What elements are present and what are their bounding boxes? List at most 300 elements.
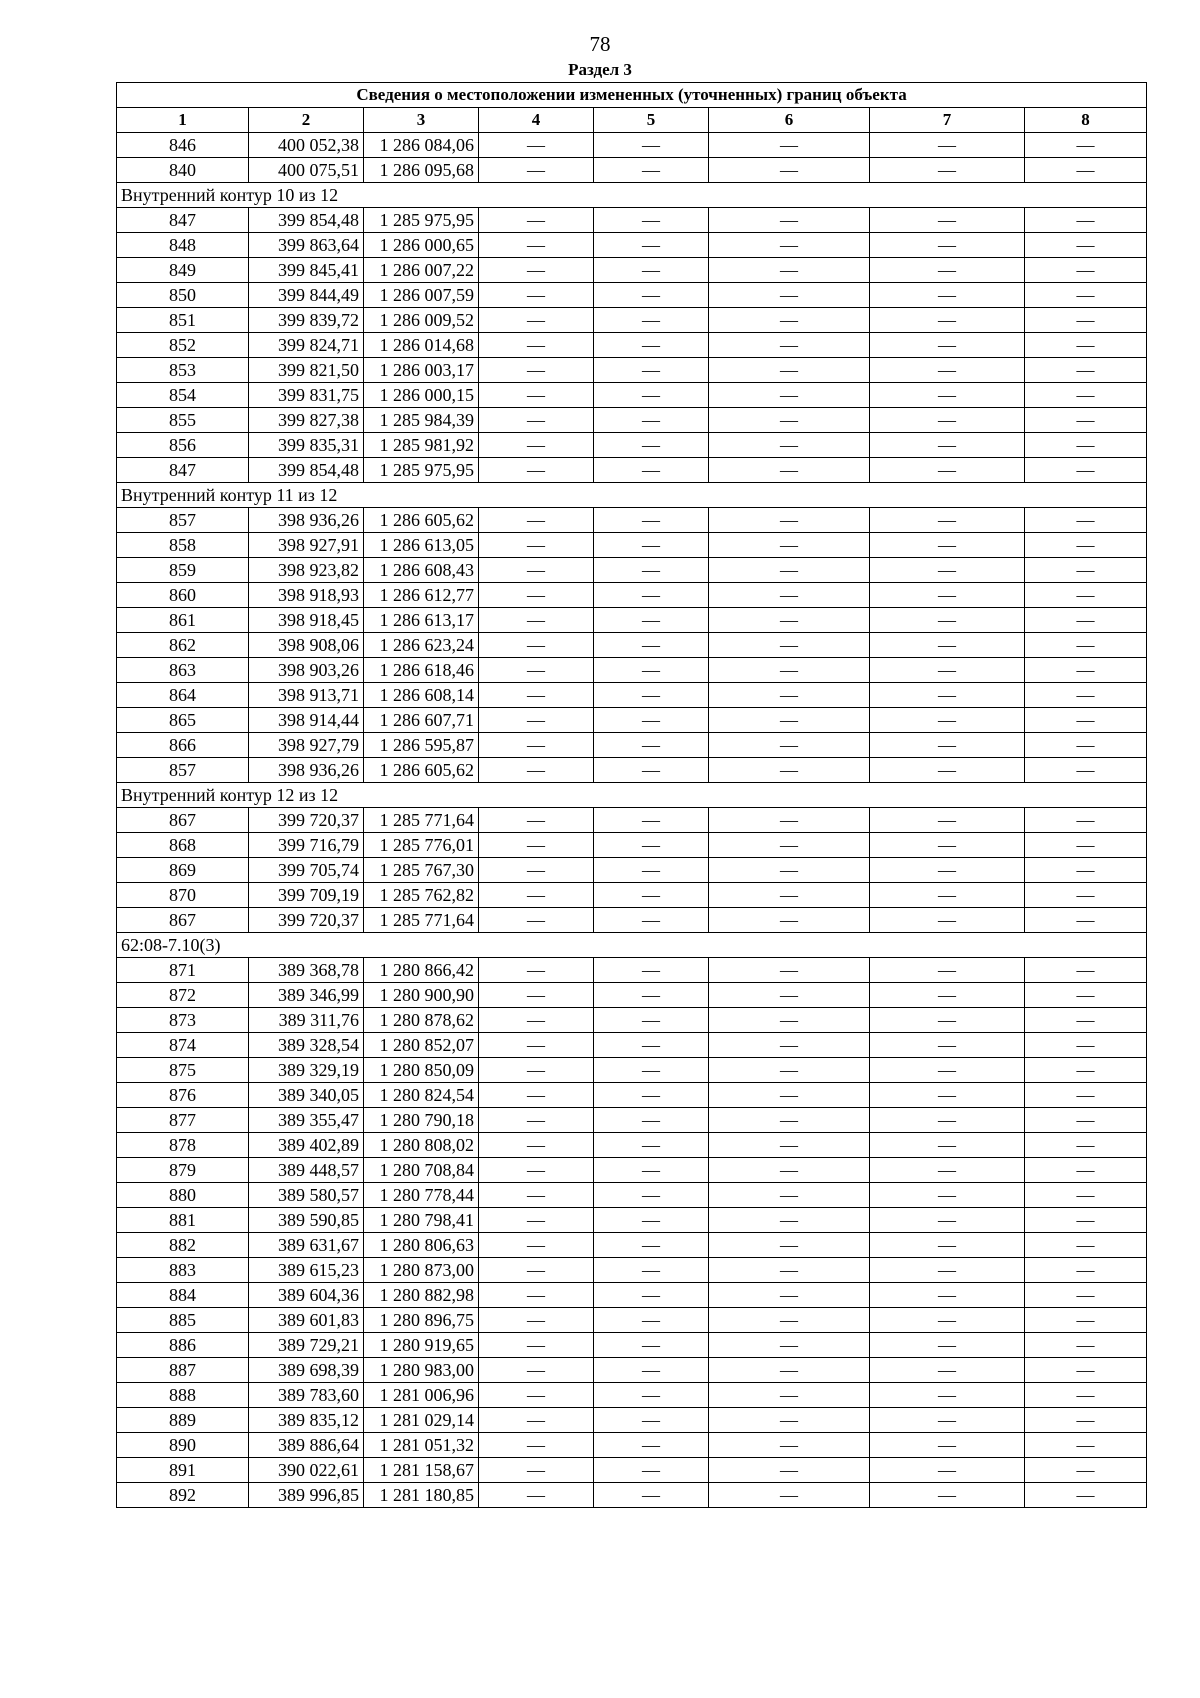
x-coordinate-cell: 399 835,31: [249, 433, 364, 458]
empty-value-cell-col-7: —: [870, 683, 1025, 708]
y-coordinate-cell: 1 280 919,65: [364, 1333, 479, 1358]
table-row: [117, 1258, 1147, 1283]
empty-value-cell-col-8: —: [1025, 658, 1147, 683]
table-row: [117, 633, 1147, 658]
table-row: [117, 758, 1147, 783]
x-coordinate-cell: 389 601,83: [249, 1308, 364, 1333]
empty-value-cell-col-7: —: [870, 333, 1025, 358]
table-row: [117, 283, 1147, 308]
empty-value-cell-col-5: —: [594, 958, 709, 983]
empty-value-cell-col-6: —: [709, 658, 870, 683]
empty-value-cell-col-4: —: [479, 1208, 594, 1233]
table-caption: Сведения о местоположении измененных (уточненных) границ объекта: [117, 83, 1147, 108]
x-coordinate-cell: 389 631,67: [249, 1233, 364, 1258]
empty-value-cell-col-7: —: [870, 1433, 1025, 1458]
column-header-1: 1: [117, 108, 249, 133]
empty-value-cell-col-7: —: [870, 958, 1025, 983]
contour-group-row: [117, 183, 1147, 208]
point-number-cell: 854: [117, 383, 249, 408]
y-coordinate-cell: 1 286 084,06: [364, 133, 479, 158]
x-coordinate-cell: 389 329,19: [249, 1058, 364, 1083]
y-coordinate-cell: 1 286 000,15: [364, 383, 479, 408]
empty-value-cell-col-6: —: [709, 683, 870, 708]
y-coordinate-cell: 1 280 850,09: [364, 1058, 479, 1083]
point-number-cell: 892: [117, 1483, 249, 1508]
empty-value-cell-col-5: —: [594, 1133, 709, 1158]
empty-value-cell-col-8: —: [1025, 333, 1147, 358]
empty-value-cell-col-6: —: [709, 333, 870, 358]
empty-value-cell-col-5: —: [594, 833, 709, 858]
empty-value-cell-col-5: —: [594, 433, 709, 458]
table-row: [117, 858, 1147, 883]
table-row: [117, 1383, 1147, 1408]
table-row: [117, 1083, 1147, 1108]
point-number-cell: 860: [117, 583, 249, 608]
empty-value-cell-col-5: —: [594, 408, 709, 433]
table-row: [117, 958, 1147, 983]
x-coordinate-cell: 389 886,64: [249, 1433, 364, 1458]
table-row: [117, 583, 1147, 608]
empty-value-cell-col-7: —: [870, 833, 1025, 858]
empty-value-cell-col-6: —: [709, 408, 870, 433]
empty-value-cell-col-7: —: [870, 308, 1025, 333]
empty-value-cell-col-7: —: [870, 983, 1025, 1008]
empty-value-cell-col-7: —: [870, 208, 1025, 233]
table-row: [117, 458, 1147, 483]
empty-value-cell-col-7: —: [870, 1258, 1025, 1283]
empty-value-cell-col-5: —: [594, 633, 709, 658]
empty-value-cell-col-6: —: [709, 233, 870, 258]
empty-value-cell-col-8: —: [1025, 633, 1147, 658]
point-number-cell: 863: [117, 658, 249, 683]
empty-value-cell-col-8: —: [1025, 1483, 1147, 1508]
y-coordinate-cell: 1 280 866,42: [364, 958, 479, 983]
x-coordinate-cell: 399 720,37: [249, 808, 364, 833]
empty-value-cell-col-4: —: [479, 533, 594, 558]
empty-value-cell-col-7: —: [870, 708, 1025, 733]
x-coordinate-cell: 389 698,39: [249, 1358, 364, 1383]
empty-value-cell-col-4: —: [479, 1283, 594, 1308]
y-coordinate-cell: 1 286 605,62: [364, 758, 479, 783]
empty-value-cell-col-7: —: [870, 883, 1025, 908]
column-header-7: 7: [870, 108, 1025, 133]
empty-value-cell-col-8: —: [1025, 133, 1147, 158]
empty-value-cell-col-4: —: [479, 1108, 594, 1133]
y-coordinate-cell: 1 286 003,17: [364, 358, 479, 383]
x-coordinate-cell: 398 918,93: [249, 583, 364, 608]
empty-value-cell-col-7: —: [870, 1108, 1025, 1133]
empty-value-cell-col-8: —: [1025, 1208, 1147, 1233]
point-number-cell: 875: [117, 1058, 249, 1083]
empty-value-cell-col-5: —: [594, 908, 709, 933]
point-number-cell: 858: [117, 533, 249, 558]
empty-value-cell-col-4: —: [479, 1158, 594, 1183]
x-coordinate-cell: 389 996,85: [249, 1483, 364, 1508]
y-coordinate-cell: 1 286 007,59: [364, 283, 479, 308]
column-header-row: [117, 108, 1147, 133]
y-coordinate-cell: 1 286 605,62: [364, 508, 479, 533]
empty-value-cell-col-7: —: [870, 1208, 1025, 1233]
x-coordinate-cell: 389 835,12: [249, 1408, 364, 1433]
empty-value-cell-col-6: —: [709, 1133, 870, 1158]
y-coordinate-cell: 1 281 180,85: [364, 1483, 479, 1508]
empty-value-cell-col-5: —: [594, 1483, 709, 1508]
empty-value-cell-col-4: —: [479, 458, 594, 483]
contour-group-label: 62:08-7.10(3): [117, 933, 1147, 958]
x-coordinate-cell: 389 615,23: [249, 1258, 364, 1283]
empty-value-cell-col-7: —: [870, 408, 1025, 433]
empty-value-cell-col-7: —: [870, 1233, 1025, 1258]
empty-value-cell-col-4: —: [479, 883, 594, 908]
point-number-cell: 884: [117, 1283, 249, 1308]
empty-value-cell-col-6: —: [709, 908, 870, 933]
empty-value-cell-col-5: —: [594, 1183, 709, 1208]
empty-value-cell-col-8: —: [1025, 283, 1147, 308]
empty-value-cell-col-7: —: [870, 1283, 1025, 1308]
empty-value-cell-col-8: —: [1025, 758, 1147, 783]
empty-value-cell-col-5: —: [594, 1458, 709, 1483]
point-number-cell: 855: [117, 408, 249, 433]
point-number-cell: 887: [117, 1358, 249, 1383]
empty-value-cell-col-7: —: [870, 608, 1025, 633]
empty-value-cell-col-7: —: [870, 158, 1025, 183]
empty-value-cell-col-4: —: [479, 133, 594, 158]
empty-value-cell-col-7: —: [870, 508, 1025, 533]
empty-value-cell-col-7: —: [870, 908, 1025, 933]
point-number-cell: 878: [117, 1133, 249, 1158]
point-number-cell: 888: [117, 1383, 249, 1408]
table-row: [117, 1483, 1147, 1508]
point-number-cell: 880: [117, 1183, 249, 1208]
empty-value-cell-col-5: —: [594, 1283, 709, 1308]
empty-value-cell-col-5: —: [594, 983, 709, 1008]
table-row: [117, 383, 1147, 408]
empty-value-cell-col-5: —: [594, 533, 709, 558]
table-row: [117, 1308, 1147, 1333]
empty-value-cell-col-5: —: [594, 1408, 709, 1433]
empty-value-cell-col-6: —: [709, 1108, 870, 1133]
empty-value-cell-col-6: —: [709, 1358, 870, 1383]
empty-value-cell-col-5: —: [594, 708, 709, 733]
empty-value-cell-col-7: —: [870, 383, 1025, 408]
empty-value-cell-col-8: —: [1025, 1333, 1147, 1358]
table-row: [117, 333, 1147, 358]
table-row: [117, 1208, 1147, 1233]
empty-value-cell-col-6: —: [709, 1258, 870, 1283]
empty-value-cell-col-7: —: [870, 358, 1025, 383]
empty-value-cell-col-6: —: [709, 808, 870, 833]
column-header-8: 8: [1025, 108, 1147, 133]
empty-value-cell-col-7: —: [870, 1383, 1025, 1408]
table-row: [117, 1133, 1147, 1158]
x-coordinate-cell: 389 402,89: [249, 1133, 364, 1158]
table-row: [117, 433, 1147, 458]
empty-value-cell-col-6: —: [709, 833, 870, 858]
empty-value-cell-col-8: —: [1025, 158, 1147, 183]
contour-group-label: Внутренний контур 12 из 12: [117, 783, 1147, 808]
empty-value-cell-col-8: —: [1025, 1408, 1147, 1433]
empty-value-cell-col-4: —: [479, 258, 594, 283]
y-coordinate-cell: 1 285 981,92: [364, 433, 479, 458]
empty-value-cell-col-5: —: [594, 208, 709, 233]
y-coordinate-cell: 1 280 790,18: [364, 1108, 479, 1133]
y-coordinate-cell: 1 286 613,05: [364, 533, 479, 558]
empty-value-cell-col-8: —: [1025, 208, 1147, 233]
empty-value-cell-col-8: —: [1025, 833, 1147, 858]
x-coordinate-cell: 399 827,38: [249, 408, 364, 433]
empty-value-cell-col-8: —: [1025, 958, 1147, 983]
point-number-cell: 862: [117, 633, 249, 658]
empty-value-cell-col-6: —: [709, 1308, 870, 1333]
empty-value-cell-col-5: —: [594, 558, 709, 583]
table-row: [117, 533, 1147, 558]
empty-value-cell-col-6: —: [709, 983, 870, 1008]
point-number-cell: 866: [117, 733, 249, 758]
empty-value-cell-col-6: —: [709, 1033, 870, 1058]
empty-value-cell-col-8: —: [1025, 883, 1147, 908]
empty-value-cell-col-4: —: [479, 908, 594, 933]
empty-value-cell-col-4: —: [479, 1408, 594, 1433]
empty-value-cell-col-5: —: [594, 1158, 709, 1183]
empty-value-cell-col-8: —: [1025, 1083, 1147, 1108]
empty-value-cell-col-4: —: [479, 1133, 594, 1158]
empty-value-cell-col-6: —: [709, 308, 870, 333]
empty-value-cell-col-8: —: [1025, 358, 1147, 383]
y-coordinate-cell: 1 285 776,01: [364, 833, 479, 858]
y-coordinate-cell: 1 286 007,22: [364, 258, 479, 283]
y-coordinate-cell: 1 286 623,24: [364, 633, 479, 658]
point-number-cell: 846: [117, 133, 249, 158]
table-row: [117, 208, 1147, 233]
y-coordinate-cell: 1 285 767,30: [364, 858, 479, 883]
table-row: [117, 358, 1147, 383]
empty-value-cell-col-5: —: [594, 608, 709, 633]
y-coordinate-cell: 1 280 873,00: [364, 1258, 479, 1283]
point-number-cell: 882: [117, 1233, 249, 1258]
y-coordinate-cell: 1 285 762,82: [364, 883, 479, 908]
empty-value-cell-col-6: —: [709, 433, 870, 458]
empty-value-cell-col-5: —: [594, 458, 709, 483]
empty-value-cell-col-4: —: [479, 408, 594, 433]
y-coordinate-cell: 1 280 806,63: [364, 1233, 479, 1258]
empty-value-cell-col-8: —: [1025, 1133, 1147, 1158]
column-header-4: 4: [479, 108, 594, 133]
x-coordinate-cell: 389 346,99: [249, 983, 364, 1008]
empty-value-cell-col-4: —: [479, 1308, 594, 1333]
empty-value-cell-col-7: —: [870, 1358, 1025, 1383]
point-number-cell: 861: [117, 608, 249, 633]
empty-value-cell-col-6: —: [709, 1383, 870, 1408]
empty-value-cell-col-4: —: [479, 208, 594, 233]
empty-value-cell-col-4: —: [479, 633, 594, 658]
empty-value-cell-col-4: —: [479, 1358, 594, 1383]
empty-value-cell-col-5: —: [594, 1308, 709, 1333]
point-number-cell: 848: [117, 233, 249, 258]
empty-value-cell-col-6: —: [709, 1208, 870, 1233]
empty-value-cell-col-7: —: [870, 533, 1025, 558]
y-coordinate-cell: 1 286 608,43: [364, 558, 479, 583]
empty-value-cell-col-4: —: [479, 758, 594, 783]
y-coordinate-cell: 1 286 095,68: [364, 158, 479, 183]
empty-value-cell-col-8: —: [1025, 433, 1147, 458]
empty-value-cell-col-8: —: [1025, 1308, 1147, 1333]
table-row: [117, 1008, 1147, 1033]
x-coordinate-cell: 389 604,36: [249, 1283, 364, 1308]
table-row: [117, 1033, 1147, 1058]
y-coordinate-cell: 1 280 878,62: [364, 1008, 479, 1033]
empty-value-cell-col-4: —: [479, 958, 594, 983]
empty-value-cell-col-8: —: [1025, 1433, 1147, 1458]
empty-value-cell-col-6: —: [709, 1008, 870, 1033]
table-row: [117, 508, 1147, 533]
empty-value-cell-col-5: —: [594, 1383, 709, 1408]
x-coordinate-cell: 399 854,48: [249, 208, 364, 233]
point-number-cell: 847: [117, 458, 249, 483]
column-header-2: 2: [249, 108, 364, 133]
table-caption-row: [117, 83, 1147, 108]
x-coordinate-cell: 389 355,47: [249, 1108, 364, 1133]
x-coordinate-cell: 399 716,79: [249, 833, 364, 858]
y-coordinate-cell: 1 286 009,52: [364, 308, 479, 333]
point-number-cell: 879: [117, 1158, 249, 1183]
x-coordinate-cell: 398 927,79: [249, 733, 364, 758]
empty-value-cell-col-7: —: [870, 1483, 1025, 1508]
empty-value-cell-col-5: —: [594, 858, 709, 883]
section-title: Раздел 3: [568, 60, 632, 79]
y-coordinate-cell: 1 280 778,44: [364, 1183, 479, 1208]
empty-value-cell-col-4: —: [479, 233, 594, 258]
empty-value-cell-col-6: —: [709, 1283, 870, 1308]
x-coordinate-cell: 398 913,71: [249, 683, 364, 708]
y-coordinate-cell: 1 280 708,84: [364, 1158, 479, 1183]
empty-value-cell-col-6: —: [709, 158, 870, 183]
empty-value-cell-col-4: —: [479, 683, 594, 708]
empty-value-cell-col-8: —: [1025, 608, 1147, 633]
y-coordinate-cell: 1 286 618,46: [364, 658, 479, 683]
x-coordinate-cell: 398 908,06: [249, 633, 364, 658]
empty-value-cell-col-6: —: [709, 358, 870, 383]
empty-value-cell-col-6: —: [709, 633, 870, 658]
empty-value-cell-col-8: —: [1025, 1258, 1147, 1283]
empty-value-cell-col-6: —: [709, 533, 870, 558]
empty-value-cell-col-8: —: [1025, 1158, 1147, 1183]
empty-value-cell-col-7: —: [870, 583, 1025, 608]
y-coordinate-cell: 1 285 984,39: [364, 408, 479, 433]
x-coordinate-cell: 389 448,57: [249, 1158, 364, 1183]
y-coordinate-cell: 1 281 158,67: [364, 1458, 479, 1483]
empty-value-cell-col-5: —: [594, 283, 709, 308]
empty-value-cell-col-5: —: [594, 1033, 709, 1058]
table-row: [117, 558, 1147, 583]
table-row: [117, 708, 1147, 733]
empty-value-cell-col-5: —: [594, 1058, 709, 1083]
x-coordinate-cell: 399 705,74: [249, 858, 364, 883]
x-coordinate-cell: 399 854,48: [249, 458, 364, 483]
contour-group-row: [117, 933, 1147, 958]
empty-value-cell-col-6: —: [709, 1058, 870, 1083]
empty-value-cell-col-4: —: [479, 508, 594, 533]
y-coordinate-cell: 1 286 014,68: [364, 333, 479, 358]
empty-value-cell-col-6: —: [709, 1483, 870, 1508]
empty-value-cell-col-4: —: [479, 283, 594, 308]
empty-value-cell-col-4: —: [479, 558, 594, 583]
y-coordinate-cell: 1 285 975,95: [364, 208, 479, 233]
empty-value-cell-col-5: —: [594, 333, 709, 358]
point-number-cell: 872: [117, 983, 249, 1008]
x-coordinate-cell: 389 783,60: [249, 1383, 364, 1408]
point-number-cell: 857: [117, 508, 249, 533]
empty-value-cell-col-4: —: [479, 1258, 594, 1283]
x-coordinate-cell: 389 580,57: [249, 1183, 364, 1208]
point-number-cell: 873: [117, 1008, 249, 1033]
empty-value-cell-col-7: —: [870, 133, 1025, 158]
point-number-cell: 864: [117, 683, 249, 708]
empty-value-cell-col-6: —: [709, 1333, 870, 1358]
point-number-cell: 885: [117, 1308, 249, 1333]
point-number-cell: 891: [117, 1458, 249, 1483]
point-number-cell: 890: [117, 1433, 249, 1458]
empty-value-cell-col-8: —: [1025, 708, 1147, 733]
point-number-cell: 851: [117, 308, 249, 333]
empty-value-cell-col-5: —: [594, 308, 709, 333]
empty-value-cell-col-7: —: [870, 1408, 1025, 1433]
empty-value-cell-col-4: —: [479, 608, 594, 633]
empty-value-cell-col-5: —: [594, 233, 709, 258]
table-row: [117, 1183, 1147, 1208]
table-row: [117, 833, 1147, 858]
table-row: [117, 1233, 1147, 1258]
empty-value-cell-col-6: —: [709, 1433, 870, 1458]
x-coordinate-cell: 399 839,72: [249, 308, 364, 333]
table-row: [117, 1458, 1147, 1483]
empty-value-cell-col-5: —: [594, 1008, 709, 1033]
empty-value-cell-col-4: —: [479, 983, 594, 1008]
empty-value-cell-col-8: —: [1025, 408, 1147, 433]
empty-value-cell-col-6: —: [709, 208, 870, 233]
point-number-cell: 840: [117, 158, 249, 183]
table-row: [117, 133, 1147, 158]
empty-value-cell-col-8: —: [1025, 1033, 1147, 1058]
empty-value-cell-col-7: —: [870, 808, 1025, 833]
y-coordinate-cell: 1 286 608,14: [364, 683, 479, 708]
x-coordinate-cell: 398 936,26: [249, 758, 364, 783]
point-number-cell: 859: [117, 558, 249, 583]
point-number-cell: 867: [117, 808, 249, 833]
column-header-5: 5: [594, 108, 709, 133]
empty-value-cell-col-6: —: [709, 133, 870, 158]
empty-value-cell-col-5: —: [594, 158, 709, 183]
table-row: [117, 158, 1147, 183]
table-row: [117, 733, 1147, 758]
x-coordinate-cell: 398 927,91: [249, 533, 364, 558]
empty-value-cell-col-4: —: [479, 1333, 594, 1358]
point-number-cell: 870: [117, 883, 249, 908]
y-coordinate-cell: 1 280 852,07: [364, 1033, 479, 1058]
contour-group-row: [117, 783, 1147, 808]
y-coordinate-cell: 1 281 006,96: [364, 1383, 479, 1408]
empty-value-cell-col-4: —: [479, 658, 594, 683]
empty-value-cell-col-7: —: [870, 1333, 1025, 1358]
contour-group-row: [117, 483, 1147, 508]
table-row: [117, 908, 1147, 933]
x-coordinate-cell: 389 729,21: [249, 1333, 364, 1358]
table-row: [117, 1408, 1147, 1433]
empty-value-cell-col-6: —: [709, 1233, 870, 1258]
empty-value-cell-col-4: —: [479, 1033, 594, 1058]
y-coordinate-cell: 1 286 595,87: [364, 733, 479, 758]
x-coordinate-cell: 400 075,51: [249, 158, 364, 183]
x-coordinate-cell: 398 903,26: [249, 658, 364, 683]
